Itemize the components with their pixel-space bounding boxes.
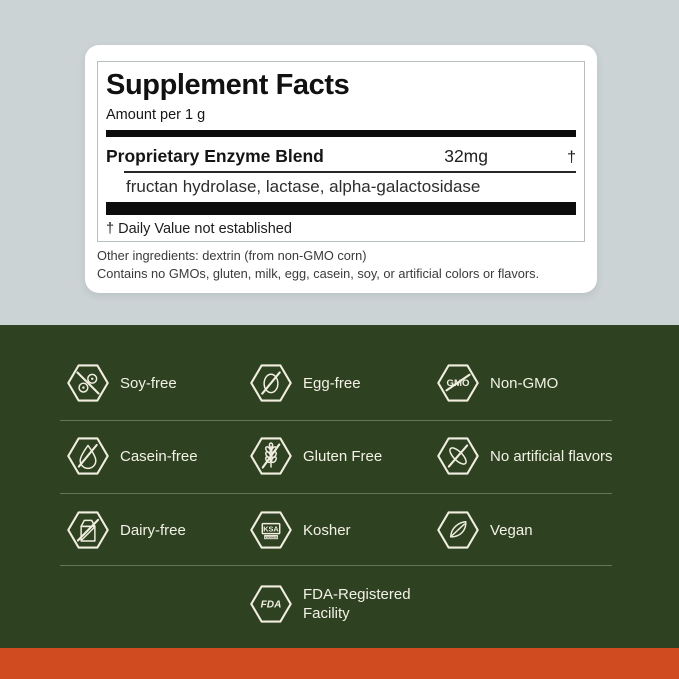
no-artificial-flavors-icon: [436, 434, 480, 478]
fda-icon: [249, 582, 293, 626]
bottom-accent-bar: [0, 648, 679, 679]
badge-soy-free: [66, 361, 249, 405]
badge-row-2: [0, 434, 679, 478]
badge-fda-registered: [249, 582, 679, 626]
badge-label: Non-GMO: [490, 374, 559, 392]
svg-text:KOSHER: KOSHER: [264, 535, 278, 540]
badge-label: No artificial flavors: [490, 447, 613, 465]
panel-divider-thick-bottom: [106, 202, 576, 215]
other-ingredients-line: Other ingredients: dextrin (from non-GMO corn): [97, 248, 367, 263]
row-separator: [60, 493, 612, 494]
vegan-icon: [436, 508, 480, 552]
badge-label: Vegan: [490, 521, 533, 539]
badge-label: Gluten Free: [303, 447, 383, 465]
badge-label: Egg-free: [303, 374, 361, 392]
panel-title: Supplement Facts: [106, 69, 350, 101]
supplement-facts-card: [85, 45, 597, 293]
badges-section: [0, 325, 679, 648]
badge-egg-free: [249, 361, 436, 405]
row-separator: [60, 565, 612, 566]
fda-label-line2: Facility: [303, 605, 350, 622]
badge-label: Kosher: [303, 521, 351, 539]
panel-divider-thin: [124, 171, 576, 173]
badge-vegan: [436, 508, 679, 552]
row-separator: [60, 420, 612, 421]
soy-free-icon: [66, 361, 110, 405]
badge-row-1: [0, 361, 679, 405]
badge-label: [303, 585, 411, 623]
svg-text:FDA: FDA: [260, 599, 282, 611]
panel-divider-thick: [106, 130, 576, 137]
ingredient-row: [106, 146, 576, 167]
other-ingredients-block: [97, 247, 585, 283]
sub-ingredients-text: fructan hydrolase, lactase, alpha-galactosidase: [126, 177, 481, 196]
kosher-icon: [249, 508, 293, 552]
ingredient-dv-dagger: †: [567, 149, 576, 166]
ingredient-amount: 32mg: [444, 146, 488, 166]
dairy-free-icon: [66, 508, 110, 552]
label-top-section: [0, 0, 679, 325]
badge-row-3: [0, 508, 679, 552]
supplement-facts-panel: [97, 61, 585, 242]
egg-free-icon: [249, 361, 293, 405]
gluten-free-icon: [249, 434, 293, 478]
daily-value-footnote: † Daily Value not established: [106, 221, 292, 237]
badge-casein-free: [66, 434, 249, 478]
serving-size-text: Amount per 1 g: [106, 107, 206, 123]
casein-free-icon: [66, 434, 110, 478]
ingredient-name: Proprietary Enzyme Blend: [106, 146, 324, 166]
badge-non-gmo: [436, 361, 679, 405]
badge-kosher: [249, 508, 436, 552]
badge-label: Casein-free: [120, 447, 198, 465]
badge-gluten-free: [249, 434, 436, 478]
non-gmo-icon: [436, 361, 480, 405]
contains-no-line: Contains no GMOs, gluten, milk, egg, casein, soy, or artificial colors or flavors.: [97, 266, 540, 281]
svg-text:KSA: KSA: [263, 524, 279, 534]
badge-no-artificial-flavors: [436, 434, 679, 478]
badge-row-4: [0, 582, 679, 626]
badge-label: Soy-free: [120, 374, 177, 392]
badge-label: Dairy-free: [120, 521, 186, 539]
svg-text:GMO: GMO: [446, 378, 470, 390]
badge-dairy-free: [66, 508, 249, 552]
fda-label-line1: FDA-Registered: [303, 586, 411, 603]
